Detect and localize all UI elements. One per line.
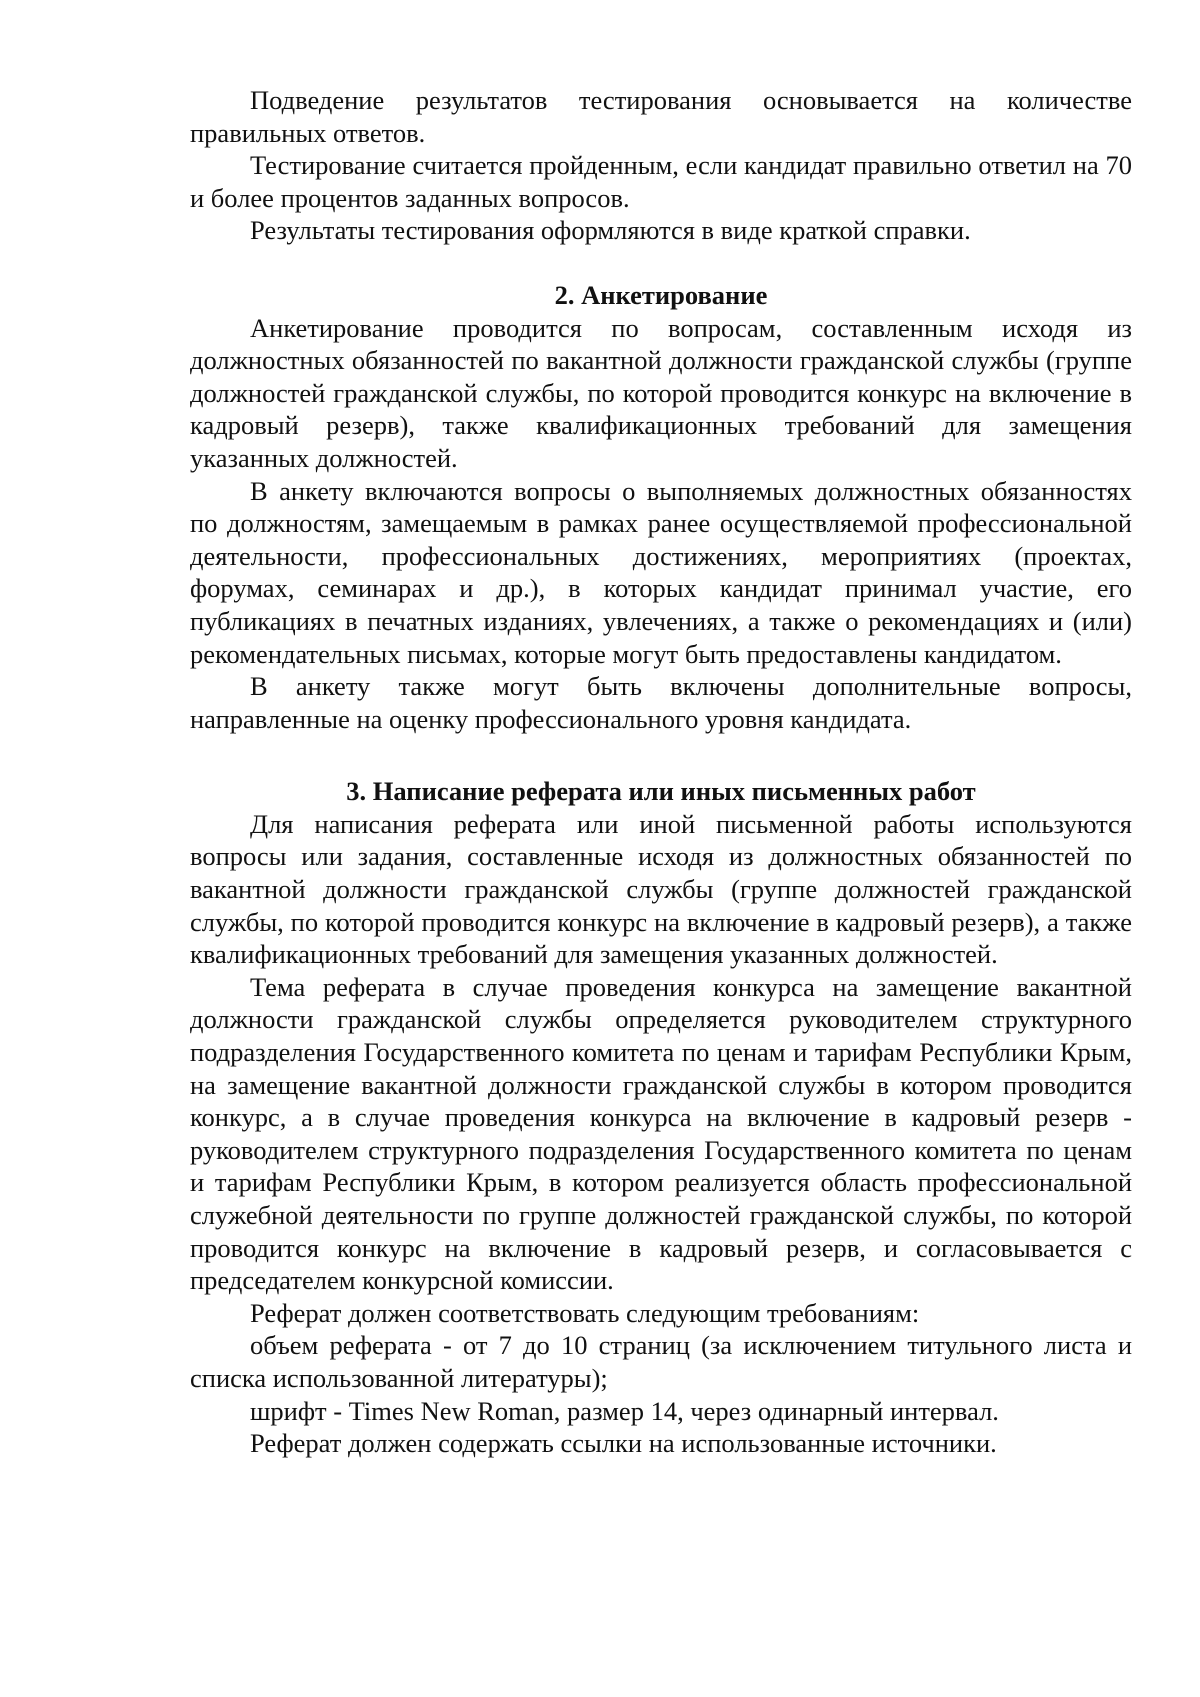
paragraph-test-passed: Тестирование считается пройденным, если кандидат правильно ответил на 70 и более процентов заданных вопросов. bbox=[190, 150, 1132, 213]
paragraph-essay-topic: Тема реферата в случае проведения конкурса на замещение вакантной должности гражданской службы определяется руководителем структурного подразделения Государственного комитета по ценам и тарифам Республики Крым, на замещение вакантной должности гражданской службы в котором проводится конкурс, а в случае проведения конкурса на включение в кадровый резерв - руководителем структурного подразделения Государственного комитета по ценам и тарифам Республики Крым, в котором реализуется область профессиональной служебной деятельности по группе должностей гражданской службы, по которой проводится конкурс на включение в кадровый резерв, и согласовывается с председателем конкурсной комиссии. bbox=[190, 971, 1132, 1296]
paragraph-questionnaire-contents: В анкету включаются вопросы о выполняемых должностных обязанностях по должностям, замещаемым в рамках ранее осуществляемой профессиональной деятельности, профессиональных достижениях, мероприятиях (проектах, форумах, семинарах и др.), в которых кандидат принимал участие, его публикациях в печатных изданиях, увлечениях, а также о рекомендациях и (или) рекомендательных письмах, которые могут быть предоставлены кандидатом. bbox=[190, 475, 1132, 669]
paragraph-essay-basis: Для написания реферата или иной письменной работы используются вопросы или задания, составленные исходя из должностных обязанностей по вакантной должности гражданской службы (группе должностей гражданской службы, по которой проводится конкурс на включение в кадровый резерв), а также квалификационных требований для замещения указанных должностей. bbox=[190, 808, 1132, 970]
paragraph-essay-requirements-intro: Реферат должен соответствовать следующим требованиям: bbox=[250, 1297, 920, 1328]
document-page bbox=[190, 84, 1132, 1460]
paragraph-essay-volume: объем реферата - от 7 до 10 страниц (за исключением титульного листа и списка использованной литературы); bbox=[190, 1330, 1132, 1393]
paragraph-questionnaire-extra: В анкету также могут быть включены дополнительные вопросы, направленные на оценку профессионального уровня кандидата. bbox=[190, 671, 1132, 734]
section-spacer bbox=[190, 735, 1132, 775]
paragraph-essay-font: шрифт - Times New Roman, размер 14, через одинарный интервал. bbox=[250, 1395, 999, 1426]
section-spacer bbox=[190, 247, 1132, 279]
section-heading-essay: 3. Написание реферата или иных письменных работ bbox=[346, 776, 976, 807]
paragraph-results-format: Результаты тестирования оформляются в виде краткой справки. bbox=[250, 215, 971, 246]
paragraph-questionnaire-basis: Анкетирование проводится по вопросам, составленным исходя из должностных обязанностей по вакантной должности гражданской службы (группе должностей гражданской службы, по которой проводится конкурс на включение в кадровый резерв), также квалификационных требований для замещения указанных должностей. bbox=[190, 312, 1132, 473]
section-heading-questionnaire: 2. Анкетирование bbox=[554, 279, 768, 310]
paragraph-essay-references: Реферат должен содержать ссылки на использованные источники. bbox=[250, 1428, 997, 1459]
paragraph-results-basis: Подведение результатов тестирования основывается на количестве правильных ответов. bbox=[190, 85, 1132, 148]
